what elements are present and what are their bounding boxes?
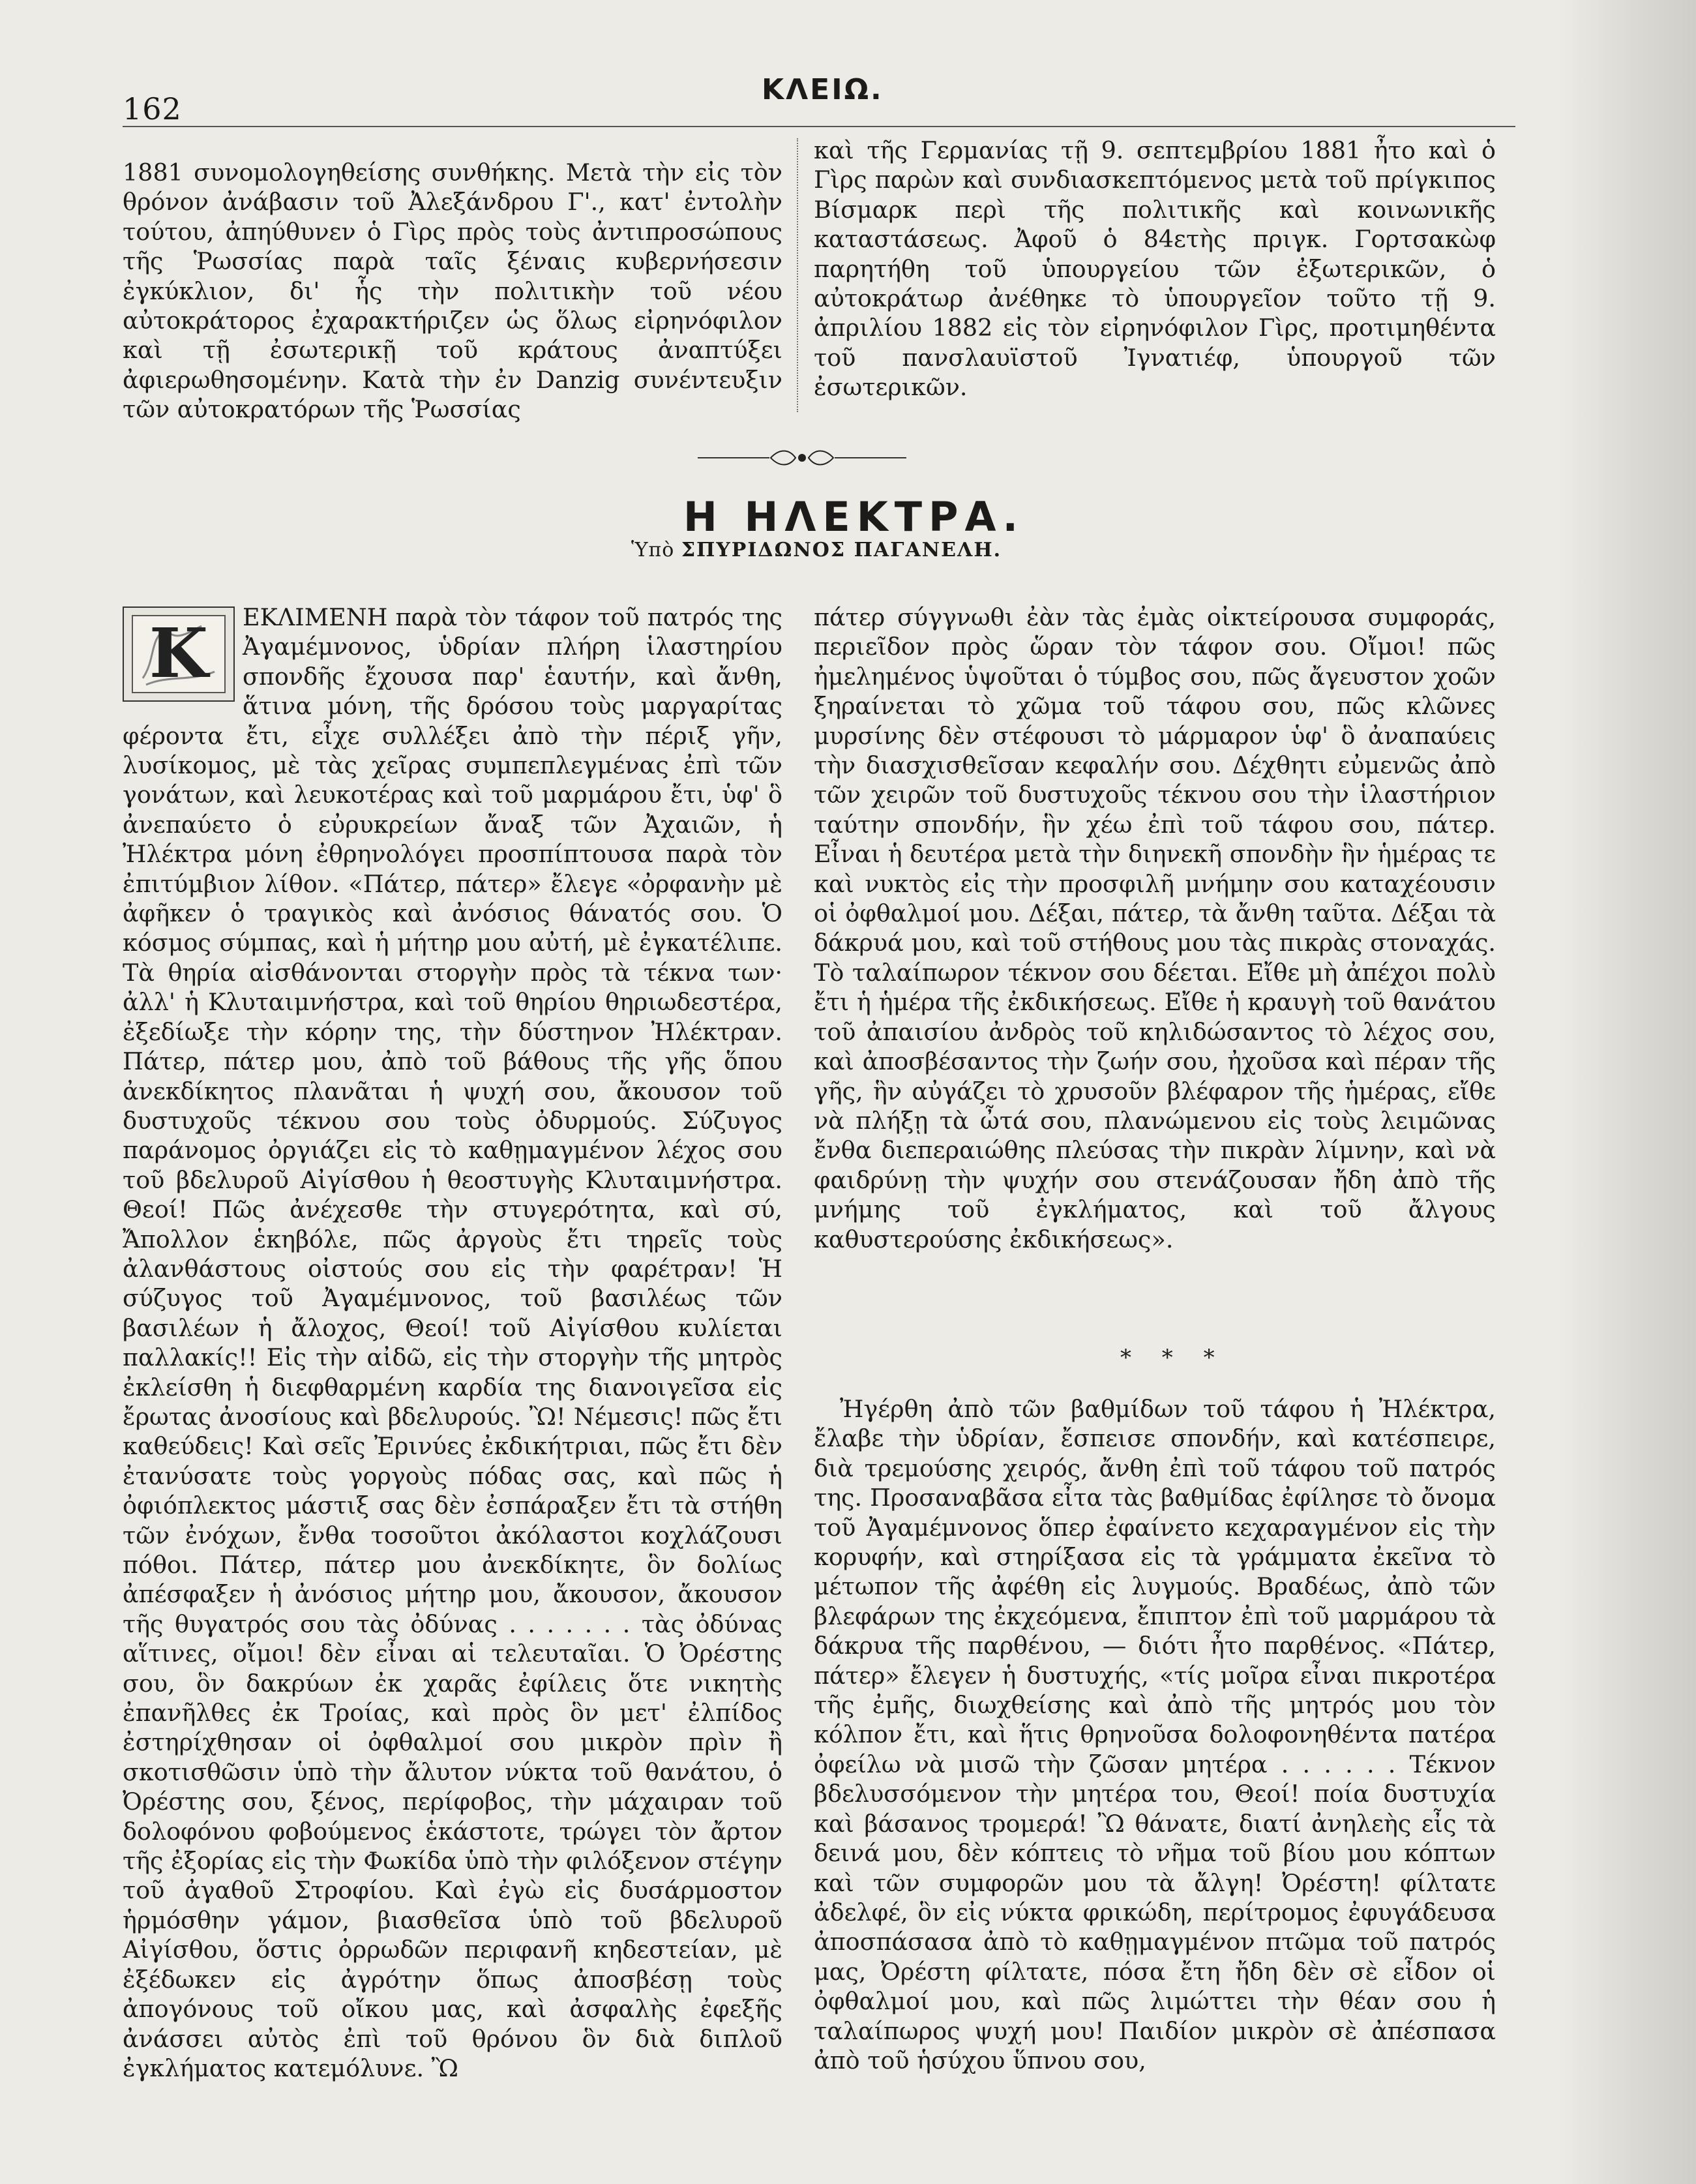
column-divider (797, 138, 798, 412)
previous-article-right-column (814, 136, 1496, 402)
previous-article-left-text: 1881 συνομολογηθείσης συνθήκης. Μετὰ τὴν εἰς τὸν θρόνον ἀνάβασιν τοῦ Ἀλεξάνδρου Γ'., κατ' ἐντολὴν τούτου, ἀπηύθυνεν ὁ Γὶρς πρὸς τοὺς ἀντιπροσώπους τῆς Ῥωσσίας παρὰ ταῖς ξέναις κυβερνήσεσιν ἐγκύκλιον, δι' ἧς τὴν πολιτικὴν τοῦ νέου αὐτοκράτορος ἐχαρακτήριζεν ὡς ὅλως εἰρηνόφιλον καὶ τῇ ἐσωτερικῇ τοῦ κράτους ἀναπτύξει ἀφιερωθησομένην. Κατὰ τὴν ἐν Danzig συνέντευξιν τῶν αὐτοκρατόρων τῆς Ῥωσσίας (123, 158, 782, 424)
article-title: Η ΗΛΕΚΤΡΑ. (683, 493, 1025, 541)
article-right-text: πάτερ σύγγνωθι ἐὰν τὰς ἐμὰς οἰκτείρουσα συμφοράς, περιεῖδον πρὸς ὥραν τὸν τάφον σου. Οἴμοι! πῶς ἠμελημένος ὑψοῦται ὁ τύμβος σου, πῶς ἄγευστον χοῶν ξηραίνεται τὸ χῶμα τοῦ τάφου σου, πῶς κλῶνες μυρσίνης δὲν στέφουσι τὸ μάρμαρον ὑφ' ὃ ἀναπαύεις τὴν διασχισθεῖσαν κεφαλήν σου. Δέχθητι εὐμενῶς ἀπὸ τῶν χειρῶν τοῦ δυστυχοῦς τέκνου σου τὴν ἱλαστήριον ταύτην σπονδήν, ἣν χέω ἐπὶ τοῦ τάφου σου, πάτερ. Εἶναι ἡ δευτέρα μετὰ τὴν διηνεκῆ σπονδὴν ἣν ἡμέρας τε καὶ νυκτὸς εἰς τὴν προσφιλῆ μνήμην σου καταχέουσιν οἱ ὀφθαλμοί μου. Δέξαι, πάτερ, τὰ ἄνθη ταῦτα. Δέξαι τὰ δάκρυά μου, καὶ τοῦ στήθους μου τὰς πικρὰς στοναχάς. Τὸ ταλαίπωρον τέκνον σου δέεται. Εἴθε μὴ ἀπέχοι πολὺ ἔτι ἡ ἡμέρα τῆς ἐκδικήσεως. Εἴθε ἡ κραυγὴ τοῦ θανάτου τοῦ ἀπαισίου ἀνδρὸς τοῦ κηλιδώσαντος τὸ λέχος σου, καὶ ἀποσβέσαντος τὴν ζωήν σου, ἠχοῦσα καὶ πέραν τῆς γῆς, ἣν αὐγάζει τὸ χρυσοῦν βλέφαρον τῆς ἡμέρας, εἴθε νὰ πλήξῃ τὰ ὦτά σου, πλανώμενου εἰς τοὺς λειμῶνας ἔνθα διεπεραιώθης πλεύσας τὴν πικρὰν λίμνην, καὶ νὰ φαιδρύνῃ τὴν ψυχήν σου στενάζουσαν ἤδη ἀπὸ τῆς μνήμης τοῦ ἐγκλήματος, καὶ τοῦ ἄλγους καθυστερούσης ἐκδικήσεως». (814, 603, 1496, 1253)
dropcap (123, 606, 235, 702)
section-ornament (698, 446, 906, 470)
article-right-column (814, 603, 1496, 1254)
previous-article-right-text: καὶ τῆς Γερμανίας τῇ 9. σεπτεμβρίου 1881 ἦτο καὶ ὁ Γὶρς παρὼν καὶ συνδιασκεπτόμενος μετὰ τοῦ πρίγκιπος Βίσμαρκ περὶ τῆς πολιτικῆς καὶ κοινωνικῆς καταστάσεως. Ἀφοῦ ὁ 84ετὴς πριγκ. Γορτσακὼφ παρητήθη τοῦ ὑπουργείου τῶν ἐξωτερικῶν, ὁ αὐτοκράτωρ ἀνέθηκε τὸ ὑπουργεῖον τοῦτο τῇ 9. ἀπριλίου 1882 εἰς τὸν εἰρηνόφιλον Γὶρς, προτιμηθέντα τοῦ πανσλαυϊστοῦ Ἰγνατιέφ, ὑπουργοῦ τῶν ἐσωτερικῶν. (814, 136, 1496, 402)
running-head: ΚΛΕΙΩ. (762, 73, 884, 106)
article-left-text: ΕΚΛΙΜΕΝΗ παρὰ τὸν τάφον τοῦ πατρός της Ἀγαμέμνονος, ὑδρίαν πλήρη ἱλαστηρίου σπονδῆς ἔχουσα παρ' ἑαυτήν, καὶ ἄνθη, ἅτινα μόνη, τῆς δρόσου τοὺς μαργαρίτας φέροντα ἔτι, εἶχε συλλέξει ἀπὸ τὴν πέριξ γῆν, λυσίκομος, μὲ τὰς χεῖρας συμπεπλεγμένας ἐπὶ τῶν γονάτων, καὶ λευκοτέρας καὶ τοῦ μαρμάρου ἔτι, ὑφ' ὃ ἀνεπαύετο ὁ εὐρυκρείων ἄναξ τῶν Ἀχαιῶν, ἡ Ἠλέκτρα μόνη ἐθρηνολόγει προσπίπτουσα παρὰ τὸν ἐπιτύμβιον λίθον. «Πάτερ, πάτερ» ἔλεγε «ὀρφανὴν μὲ ἀφῆκεν ὁ τραγικὸς καὶ ἀνόσιος θάνατός σου. Ὁ κόσμος σύμπας, καὶ ἡ μήτηρ μου αὐτή, μὲ ἐγκατέλιπε. Τὰ θηρία αἰσθάνονται στοργὴν πρὸς τὰ τέκνα των· ἀλλ' ἡ Κλυταιμνήστρα, καὶ τοῦ θηρίου θηριωδεστέρα, ἐξεδίωξε τὴν κόρην της, τὴν δύστηνον Ἠλέκτραν. Πάτερ, πάτερ μου, ἀπὸ τοῦ βάθους τῆς γῆς ὅπου ἀνεκδίκητος πλανᾶται ἡ ψυχή σου, ἄκουσον τοῦ δυστυχοῦς τέκνου σου τοὺς ὀδυρμούς. Σύζυγος παράνομος ὀργιάζει εἰς τὸ καθῃμαγμένον λέχος σου τοῦ βδελυροῦ Αἰγίσθου ἡ θεοστυγὴς Κλυταιμνήστρα. Θεοί! Πῶς ἀνέχεσθε τὴν στυγερότητα, καὶ σύ, Ἄπολλον ἑκηβόλε, πῶς ἀργοὺς ἔτι τηρεῖς τοὺς ἀλανθάστους οἰστούς σου εἰς τὴν φαρέτραν! Ἡ σύζυγος τοῦ Ἀγαμέμνονος, τοῦ βασιλέως τῶν βασιλέων ἡ ἄλοχος, Θεοί! τοῦ Αἰγίσθου κυλίεται παλλακίς!! Εἰς τὴν αἰδῶ, εἰς τὴν στοργὴν τῆς μητρὸς ἐκλείσθη ἡ διεφθαρμένη καρδία της διανοιγεῖσα εἰς ἔρωτας ἀνοσίους καὶ βδελυρούς. Ὢ! Νέμεσις! πῶς ἔτι καθεύδεις! Καὶ σεῖς Ἐρινύες ἐκδικήτριαι, πῶς ἔτι δὲν ἐτανύσατε τοὺς γοργοὺς πόδας σας, καὶ πῶς ἡ ὀφιόπλεκτος μάστιξ σας δὲν ἐσπάραξεν ἔτι τὰ στήθη τῶν ἐνόχων, ἔνθα τοσοῦτοι ἀκόλαστοι κοχλάζουσι πόθοι. Πάτερ, πάτερ μου ἀνεκδίκητε, ὃν δολίως ἀπέσφαξεν ἡ ἀνόσιος μήτηρ μου, ἄκουσον, ἄκουσον τῆς θυγατρός σου τὰς ὀδύνας . . . . . . . τὰς ὀδύνας αἵτινες, οἴμοι! δὲν εἶναι αἱ τελευταῖαι. Ὁ Ὀρέστης σου, ὃν δακρύων ἐκ χαρᾶς ἐφίλεις ὅτε νικητὴς ἐπανῆλθες ἐκ Τροίας, καὶ πρὸς ὃν μετ' ἐλπίδος ἐστηρίχθησαν οἱ ὀφθαλμοί σου μικρὸν πρὶν ἢ σκοτισθῶσιν ὑπὸ τὴν ἄλυτον νύκτα τοῦ θανάτου, ὁ Ὀρέστης σου, ξένος, περίφοβος, τὴν μάχαιραν τοῦ δολοφόνου φοβούμενος ἑκάστοτε, τρώγει τὸν ἄρτον τῆς ἐξορίας εἰς τὴν Φωκίδα ὑπὸ τὴν φιλόξενον στέγην τοῦ ἀγαθοῦ Στροφίου. Καὶ ἐγὼ εἰς δυσάρμοστον ἡρμόσθην γάμον, βιασθεῖσα ὑπὸ τοῦ βδελυροῦ Αἰγίσθου, ὅστις ὀρρωδῶν περιφανῆ κηδεστείαν, μὲ ἐξέδωκεν εἰς ἀγρότην ὅπως ἀποσβέσῃ τοὺς ἀπογόνους τοῦ οἴκου μας, καὶ ἀσφαλὴς ἐφεξῆς ἀνάσσει αὐτὸς ἐπὶ τοῦ θρόνου ὃν διὰ διπλοῦ ἐγκλήματος κατεμόλυνε. Ὢ (123, 603, 782, 2082)
byline-prefix: Ὑπὸ (631, 539, 675, 561)
header-rule (123, 126, 1515, 127)
article-byline (631, 539, 1002, 561)
article-right-column-continued (814, 1394, 1496, 2075)
article-left-column (123, 603, 782, 2083)
article-right-text-2: Ἠγέρθη ἀπὸ τῶν βαθμίδων τοῦ τάφου ἡ Ἠλέκτρα, ἔλαβε τὴν ὑδρίαν, ἔσπεισε σπονδήν, καὶ κατέσπειρε, διὰ τρεμούσης χειρός, ἄνθη ἐπὶ τοῦ τάφου τοῦ πατρός της. Προσαναβᾶσα εἶτα τὰς βαθμίδας ἐφίλησε τὸ ὄνομα τοῦ Ἀγαμέμνονος ὅπερ ἐφαίνετο κεχαραγμένον εἰς τὴν κορυφήν, καὶ στηρίξασα εἰς τὰ γράμματα ἐκεῖνα τὸ μέτωπον τῆς ἀφέθη εἰς λυγμούς. Βραδέως, ἀπὸ τῶν βλεφάρων της ἐκχεόμενα, ἔπιπτον ἐπὶ τοῦ μαρμάρου τὰ δάκρυα τῆς παρθένου, — διότι ἦτο παρθένος. «Πάτερ, πάτερ» ἔλεγεν ἡ δυστυχής, «τίς μοῖρα εἶναι πικροτέρα τῆς ἐμῆς, διωχθείσης καὶ ἀπὸ τῆς μητρός μου τὸν κόλπον ἔτι, καὶ ἥτις θρηνοῦσα δολοφονηθέντα πατέρα ὀφείλω νὰ μισῶ τὴν ζῶσαν μητέρα . . . . . . Τέκνον βδελυσσόμενον τὴν μητέρα του, Θεοί! ποία δυστυχία καὶ βάσανος τρομερά! Ὢ θάνατε, διατί ἀνηλεὴς εἶς τὰ δεινά μου, δὲν κόπτεις τὸ νῆμα τοῦ βίου μου κόπτων καὶ τῶν συμφορῶν μου τὰ ἄλγη! Ὀρέστη! φίλτατε ἀδελφέ, ὃν εἰς νύκτα φρικώδη, περίτρομος ἐφυγάδευσα ἀποσπάσασα ἀπὸ τὸ καθῃμαγμένον πτῶμα τοῦ πατρός μας, Ὀρέστη φίλτατε, πόσα ἔτη ἤδη δὲν σὲ εἶδον οἱ ὀφθαλμοί μου, καὶ πῶς λιμώττει τὴν θέαν σου ἡ ταλαίπωρος ψυχή μου! Παιδίον μικρὸν σὲ ἀπέσπασα ἀπὸ τοῦ ἡσύχου ὕπνου σου, (814, 1395, 1496, 2074)
page-edge-shadow (1559, 0, 1696, 2184)
dropcap-ornament (130, 613, 228, 695)
section-asterisks: * * * (1120, 1345, 1227, 1371)
dropcap-letter: Κ (149, 613, 209, 693)
previous-article-left-column (123, 158, 782, 425)
page-number: 162 (123, 91, 182, 127)
byline-author: ΣΠΥΡΙΔΩΝΟΣ ΠΑΓΑΝΕΛΗ. (681, 539, 1002, 561)
